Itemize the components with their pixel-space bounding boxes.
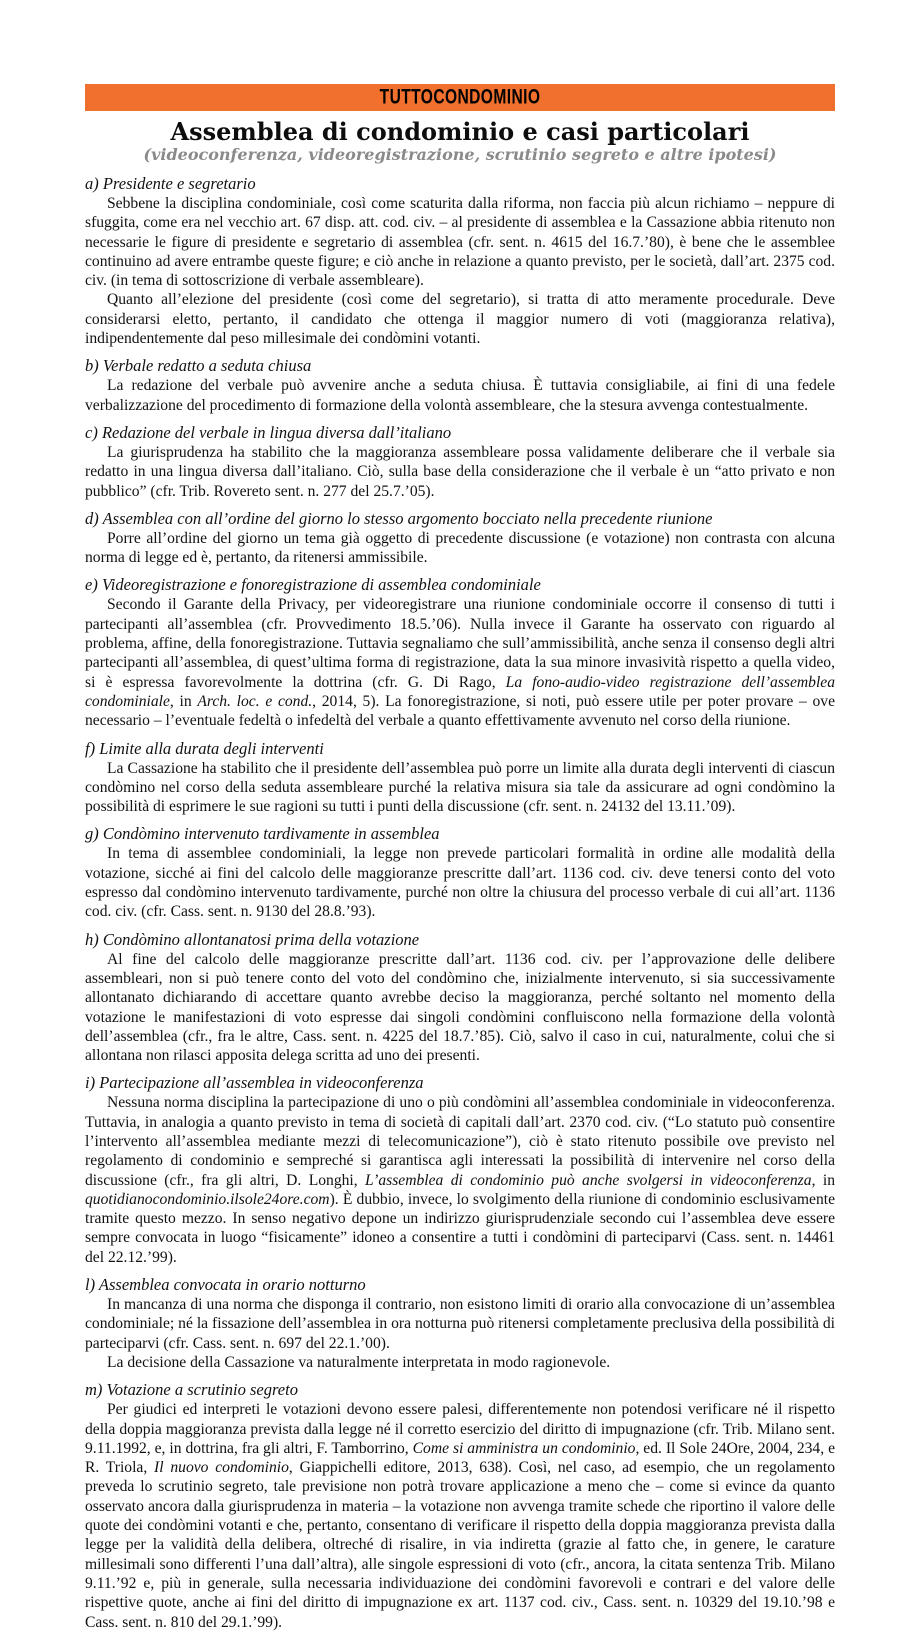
citation-title: Il nuovo condominio <box>154 1459 289 1477</box>
section-letter: e) <box>85 575 98 595</box>
text-run: La giurisprudenza ha stabilito che la maggioranza assembleare possa validamente deliberare che il verbale sia redatto in una lingua diversa dall’italiano. Ciò, sulla base della considerazione che il verbale è un “atto privato e non pubblico” (cfr. Trib. Rovereto sent. n. 277 del 25.7.’05). <box>85 443 835 500</box>
text-run: , in <box>169 692 198 710</box>
text-run: In tema di assemblee condominiali, la legge non prevede particolari formalità in ordine alle modalità della votazione, sicché ai fini del calcolo delle maggioranze prescritte dall’art. 1136 cod. civ. deve tenersi conto del voto espresso dal condòmino intervenuto tardivamente, purché non oltre la chiusura del processo verbale di cui all’art. 1136 cod. civ. (cfr. Cass. sent. n. 9130 del 28.8.’93). <box>85 845 835 921</box>
text-run: In mancanza di una norma che disponga il contrario, non esistono limiti di orario alla convocazione di un’assemblea condominiale; né la fissazione dell’assemblea in ora notturna può ritenersi completamente preclusiva della possibilità di parteciparvi (cfr. Cass. sent. n. 697 del 22.1.’00). <box>85 1296 835 1352</box>
text-run: Secondo il Garante della Privacy, per videoregistrare una riunione condominiale occorre il consenso di tutti i partecipanti all’assemblea (cfr. Provvedimento 18.5.’06). Nulla invece il Garante ha osservato con riguardo al problema, affine, della fonoregistrazione. Tuttavia segnaliamo che sull’ammissibilità, anche senza il consenso degli altri partecipanti all’assemblea, di quest’ultima forma di registrazione, data la sua minore invasività rispetto a quella video, si è espressa favorevolmente la dottrina (cfr. G. Di Rago, <box>85 596 835 691</box>
citation-title: quotidianocondominio.ilsole24ore.com <box>85 1190 330 1208</box>
section-letter: a) <box>85 174 99 193</box>
section-heading <box>85 509 835 528</box>
paragraph <box>85 595 835 730</box>
paragraph <box>85 1093 835 1267</box>
citation-title: L’assemblea di condominio può anche svolgersi in videoconferenza <box>365 1171 812 1189</box>
section-f <box>85 739 835 817</box>
section-heading-text: Assemblea con all’ordine del giorno lo stesso argomento bocciato nella precedente riunione <box>102 508 713 528</box>
section-letter: d) <box>85 508 99 528</box>
paragraph <box>85 1400 835 1632</box>
text-run: Nessuna norma disciplina la partecipazione di uno o più condòmini all’assemblea condominiale in videoconferenza. Tuttavia, in analogia a quanto previsto in tema di società di capitali dall’art. 2370 cod. civ. (“Lo statuto può consentire l’intervento all’assemblea mediante mezzi di telecomunicazione”), ciò è stato ritenuto possibile ove previsto nel regolamento di condominio e sempreché si garantisca agli interessati la possibilità di intervenire nel corso della discussione (cfr., fra gli altri, D. Longhi, <box>85 1094 835 1189</box>
text-run: Per giudici ed interpreti le votazioni devono essere palesi, differentemente non potendosi verificare né il rispetto della doppia maggioranza prevista dalla legge né il corretto esercizio del diritto di impugnazione (cfr. Trib. Milano sent. 9.11.1992, e, in dottrina, fra gli altri, F. Tamborrino, <box>85 1401 835 1457</box>
citation-title: Arch. loc. e cond. <box>197 692 313 710</box>
paragraph <box>85 1295 835 1353</box>
text-run: , ed. Il Sole 24Ore, 2004, 234, e R. Triola, <box>85 1439 835 1477</box>
paragraph <box>85 950 835 1066</box>
paragraph <box>85 194 835 290</box>
section-heading-text: Condòmino allontanatosi prima della votazione <box>102 929 420 949</box>
section-letter: h) <box>85 929 99 949</box>
section-c <box>85 423 835 501</box>
section-heading <box>85 1275 835 1294</box>
tuttocondominio-band <box>85 84 835 111</box>
section-heading <box>85 356 835 375</box>
section-heading <box>85 575 835 594</box>
text-run: La redazione del verbale può avvenire anche a seduta chiusa. È tuttavia consigliabile, ai fini di una fedele verbalizzazione del procedimento di formazione della volontà assembleare, che la stesura avvenga contestualmente. <box>85 377 835 414</box>
section-e <box>85 575 835 730</box>
section-heading-text: Limite alla durata degli interventi <box>99 738 324 758</box>
section-i <box>85 1073 835 1267</box>
section-h <box>85 930 835 1066</box>
text-run: , in <box>811 1171 835 1189</box>
section-heading <box>85 1073 835 1092</box>
section-heading-text: Videoregistrazione e fonoregistrazione di assemblea condominiale <box>101 575 541 595</box>
text-run: , 2014, 5). La fonoregistrazione, si noti, può essere utile per poter provare – ove necessario – l’eventuale fedeltà o infedeltà del verbale a quanto effettivamente avvenuto nel corso della riunione. <box>85 692 835 730</box>
section-letter: l) <box>85 1275 96 1295</box>
citation-title: La fono-audio-video registrazione dell’assemblea condominiale <box>85 673 836 710</box>
section-a <box>85 174 835 348</box>
text-run: La Cassazione ha stabilito che il presidente dell’assemblea può porre un limite alla durata degli interventi di ciascun condòmino nel corso della seduta assembleare purché la relativa misura sia tale da assicurare ad ogni condòmino la possibilità di esprimere le sue ragioni su tutti i punti della discussione (cfr. sent. n. 24132 del 13.11.’09). <box>85 759 835 816</box>
section-heading <box>85 930 835 949</box>
section-heading <box>85 423 835 442</box>
sections-container <box>85 174 835 1632</box>
section-d <box>85 509 835 568</box>
section-letter: i) <box>85 1073 96 1093</box>
section-heading-text: Partecipazione all’assemblea in videoconferenza <box>99 1073 424 1093</box>
citation-title: Come si amministra un condominio <box>412 1439 636 1457</box>
paragraph <box>85 376 835 415</box>
section-b <box>85 356 835 415</box>
section-heading <box>85 174 835 193</box>
section-l <box>85 1275 835 1372</box>
section-heading <box>85 739 835 758</box>
section-letter: c) <box>85 422 98 442</box>
section-heading-text: Redazione del verbale in lingua diversa dall’italiano <box>101 422 452 442</box>
section-heading-text: Verbale redatto a seduta chiusa <box>102 356 312 376</box>
section-letter: f) <box>85 738 96 758</box>
paragraph <box>85 443 835 501</box>
section-heading-text: Presidente e segretario <box>102 174 256 193</box>
section-m <box>85 1380 835 1632</box>
page-subtitle: (videoconferenza, videoregistrazione, scrutinio segreto e altre ipotesi) <box>143 145 777 164</box>
section-heading-text: Votazione a scrutinio segreto <box>106 1380 298 1400</box>
section-letter: g) <box>85 824 99 844</box>
section-heading <box>85 1380 835 1399</box>
text-run: Al fine del calcolo delle maggioranze prescritte dall’art. 1136 cod. civ. per l’approvazione delle delibere assembleari, non si può tenere conto del voto del condòmino che, inizialmente intervenuto, si sia successivamente allontanato dichiarando di accettare quanto avrebbe deciso la maggioranza, perché soltanto nel momento della votazione le manifestazioni di voto espresse dai singoli condòmini confluiscono nella formazione della volontà dell’assemblea (cfr., fra le altre, Cass. sent. n. 4225 del 18.7.’85). Ciò, salvo il caso in cui, naturalmente, colui che si allontana non rilasci apposita delega scritta ad uno dei presenti. <box>85 950 835 1065</box>
paragraph <box>85 759 835 817</box>
paragraph <box>85 1353 835 1372</box>
text-run: Porre all’ordine del giorno un tema già oggetto di precedente discussione (e votazione) non contrasta con alcuna norma di legge ed è, pertanto, da ritenersi ammissibile. <box>85 529 835 567</box>
section-heading-text: Assemblea convocata in orario notturno <box>98 1275 366 1295</box>
section-letter: b) <box>85 356 99 376</box>
article <box>85 84 835 1632</box>
section-letter: m) <box>85 1380 103 1400</box>
text-run: Sebbene la disciplina condominiale, così come scaturita dalla riforma, non faccia più alcun richiamo – neppure di sfuggita, come era nel vecchio art. 67 disp. att. cod. civ. – al presidente di assemblea e la Cassazione abbia ritenuto non necessarie le figure di presidente e segretario di assemblea (cfr. sent. n. 4615 del 16.7.’80), è bene che le assemblee continuino ad avere entrambe queste figure; e ciò anche in relazione a quanto previsto, per le società, dall’art. 2375 cod. civ. (in tema di sottoscrizione di verbale assembleare). <box>85 195 835 290</box>
text-run: , Giappichelli editore, 2013, 638). Così, nel caso, ad esempio, che un regolamento preveda lo scrutinio segreto, tale previsione non potrà trovare applicazione a meno che – come si evince da quanto osservato ancora dalla giurisprudenza in materia – la votazione non avvenga tramite schede che riportino il valore delle quote dei condòmini votanti e che, pertanto, consentano di verificare il rispetto della doppia maggioranza prevista dalla legge per la validità della delibera, oltreché di risalire, in via indiretta (grazie al fatto che, in genere, le carature millesimali sono differenti l’una dall’altra), alle singole espressioni di voto (cfr., ancora, la citata sentenza Trib. Milano 9.11.’92 e, più in generale, sulla necessaria individuazione dei condòmini favorevoli e contrari e del valore delle rispettive quote, anche ai fini del diritto di impugnazione ex art. 1137 cod. civ., Cass. sent. n. 10329 del 19.10.’98 e Cass. sent. n. 810 del 29.1.’99). <box>85 1459 835 1631</box>
section-heading-text: Condòmino intervenuto tardivamente in assemblea <box>102 824 440 844</box>
band-label: TUTTOCONDOMINIO <box>379 85 541 109</box>
paragraph <box>85 529 835 568</box>
page-title: Assemblea di condominio e casi particolari <box>170 117 750 146</box>
paragraph <box>85 290 835 348</box>
paragraph <box>85 844 835 921</box>
text-run: Quanto all’elezione del presidente (così come del segretario), si tratta di atto meramente procedurale. Deve considerarsi eletto, pertanto, il candidato che ottenga il maggior numero di voti (maggioranza relativa), indipendentemente dal peso millesimale dei condòmini votanti. <box>85 291 835 348</box>
text-run: ). È dubbio, invece, lo svolgimento della riunione di condominio esclusivamente tramite questo mezzo. In senso negativo depone un indirizzo giurisprudenziale secondo cui l’assemblea deve essere sempre convocata in luogo “fisicamente” idoneo a consentire a tutti i condòmini di parteciparvi (Cass. sent. n. 14461 del 22.12.’99). <box>85 1190 835 1266</box>
section-heading <box>85 824 835 843</box>
section-g <box>85 824 835 921</box>
text-run: La decisione della Cassazione va naturalmente interpretata in modo ragionevole. <box>107 1353 611 1371</box>
